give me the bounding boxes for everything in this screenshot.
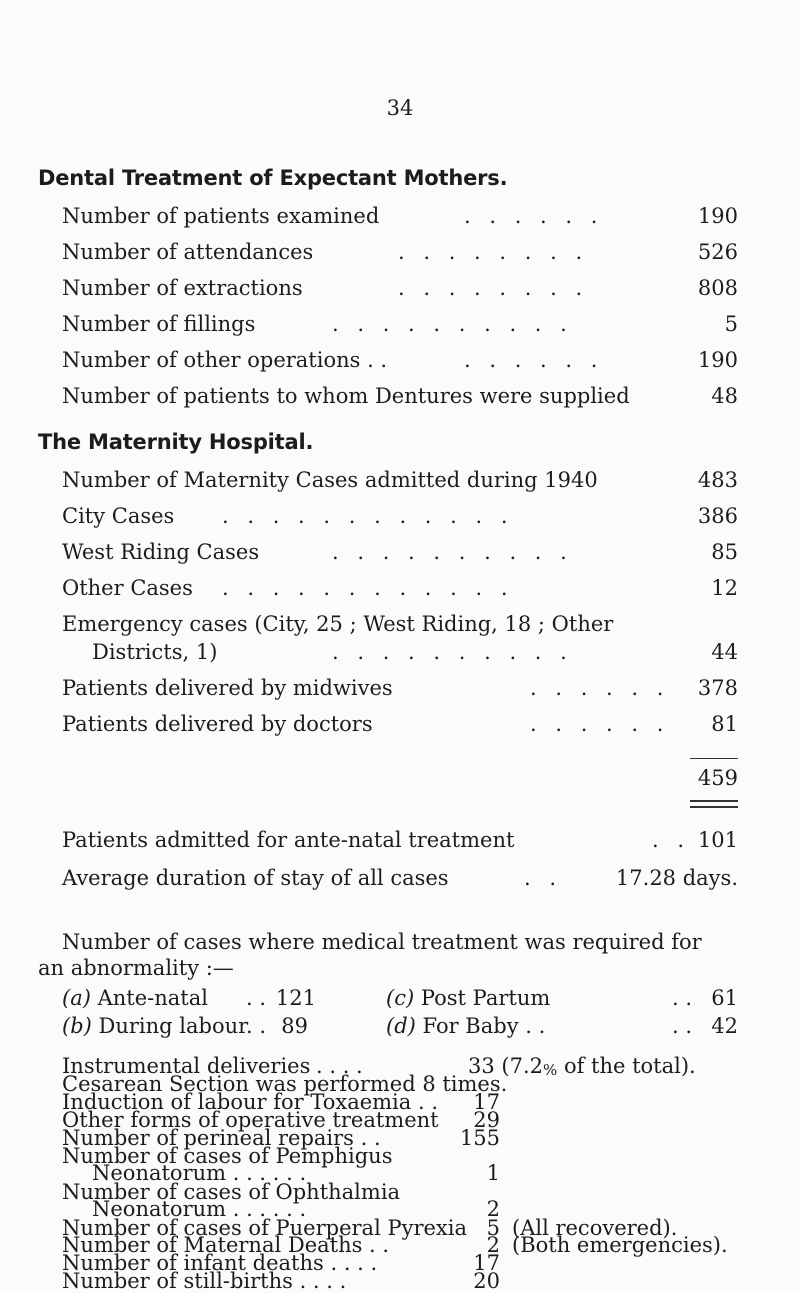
leader-dots: . . . . . . . . . . . .: [222, 504, 514, 528]
item-label: During labour: [98, 1014, 249, 1038]
leader-dots: . . . . . . . . . .: [332, 640, 573, 664]
row-label: Number of patients to whom Dentures were supplied: [62, 384, 630, 408]
abnormality-c: [386, 986, 550, 1010]
leader-dots: . .: [246, 986, 267, 1010]
row-value: 81: [711, 712, 738, 736]
row-label: Number of Maternity Cases admitted during 1940: [62, 468, 598, 492]
item-key: (d): [386, 1014, 416, 1038]
abnormality-a: [62, 986, 208, 1010]
leader-dots: . . . . . . . .: [398, 240, 589, 264]
row-value: 5: [724, 312, 738, 336]
pemphigus-value: 1: [486, 1161, 500, 1185]
delivered-total: 459: [697, 766, 738, 790]
percent-sign: %: [543, 1061, 558, 1079]
stats-row-label: Number of cases of Puerperal Pyrexia: [62, 1216, 467, 1240]
row-label: Number of other operations . .: [62, 348, 388, 372]
stats-row-value: 2: [486, 1233, 500, 1257]
row-label: Instrumental deliveries: [62, 1054, 311, 1078]
row-label: Districts, 1): [92, 640, 218, 664]
maternity-row-doctors: [62, 712, 738, 748]
pemphigus-line-1: Number of cases of Pemphigus: [62, 1144, 393, 1168]
dental-row-examined: [62, 204, 738, 240]
dental-row-extractions: [62, 276, 738, 312]
abnormality-a-value: 121: [275, 986, 316, 1010]
item-label: For Baby . .: [422, 1014, 546, 1038]
maternity-row-midwives: [62, 676, 738, 712]
row-label: Patients delivered by doctors: [62, 712, 373, 736]
stats-row-operative-value: 29: [473, 1108, 500, 1132]
dental-row-dentures: [62, 384, 738, 420]
stats-row-perineal: Number of perineal repairs . .: [62, 1126, 381, 1150]
stats-row-label: Number of still-births . . . .: [62, 1269, 347, 1293]
row-value: 526: [697, 240, 738, 264]
stats-row-label: Number of Maternal Deaths . .: [62, 1233, 390, 1257]
row-value: 12: [711, 576, 738, 600]
abnormality-b: [62, 1014, 248, 1038]
avg-stay-row: [62, 866, 738, 902]
maternity-row-admitted: [62, 468, 738, 504]
row-label: Number of attendances: [62, 240, 314, 264]
dental-row-other-operations: [62, 348, 738, 384]
ophthalmia-line-1: Number of cases of Ophthalmia: [62, 1180, 401, 1204]
row-value: 44: [711, 640, 738, 664]
stats-row-note: (All recovered).: [512, 1216, 678, 1240]
leader-dots: . . . . . . . . . . . .: [222, 576, 514, 600]
cesarean-line: Cesarean Section was performed 8 times.: [62, 1072, 508, 1096]
row-label: City Cases: [62, 504, 175, 528]
stats-row-value: 17: [473, 1251, 500, 1275]
item-label: Post Partum: [420, 986, 551, 1010]
abnormality-d-value: 42: [711, 1014, 738, 1038]
row-value: 48: [711, 384, 738, 408]
row-value: 378: [697, 676, 738, 700]
maternity-section-title: The Maternity Hospital.: [38, 430, 314, 454]
stats-row-label: Number of infant deaths . . . .: [62, 1251, 378, 1275]
abnormality-c-value: 61: [711, 986, 738, 1010]
leader-dots: . . . . . .: [530, 676, 670, 700]
stats-row-note: (Both emergencies).: [512, 1233, 728, 1257]
stats-row-value: 5: [486, 1216, 500, 1240]
stats-row-perineal-value: 155: [459, 1126, 500, 1150]
abnormality-intro-2: an abnormality :—: [38, 956, 234, 980]
maternity-row-city: [62, 504, 738, 540]
row-value: 808: [697, 276, 738, 300]
leader-dots: . . . . . . . .: [398, 276, 589, 300]
row-value: 17.28 days.: [615, 866, 738, 890]
stats-row-induction: Induction of labour for Toxaemia . .: [62, 1090, 438, 1114]
ophthalmia-value: 2: [486, 1197, 500, 1221]
row-value: 190: [697, 348, 738, 372]
dental-section-title: Dental Treatment of Expectant Mothers.: [38, 166, 508, 190]
leader-dots: . . . .: [316, 1054, 363, 1078]
row-label: Number of extractions: [62, 276, 303, 300]
abnormality-b-value: 89: [281, 1014, 308, 1038]
total-rule: [690, 758, 738, 759]
row-label: Patients delivered by midwives: [62, 676, 393, 700]
stats-row-operative: Other forms of operative treatment: [62, 1108, 439, 1132]
leader-dots: . . . . . .: [530, 712, 670, 736]
item-key: (a): [62, 986, 91, 1010]
leader-dots: . .: [524, 866, 563, 890]
dental-row-attendances: [62, 240, 738, 276]
row-value: 386: [697, 504, 738, 528]
maternity-row-emergency: [62, 640, 738, 676]
leader-dots: . . . . . .: [464, 348, 604, 372]
row-label: Other Cases: [62, 576, 193, 600]
stats-row-value: 20: [473, 1269, 500, 1293]
maternity-row-other: [62, 576, 738, 612]
pemphigus-line-2: Neonatorum . . . . . .: [92, 1161, 307, 1185]
stats-row-induction-value: 17: [473, 1090, 500, 1114]
item-key: (c): [386, 986, 415, 1010]
ophthalmia-line-2: Neonatorum . . . . . .: [92, 1197, 307, 1221]
dental-row-fillings: [62, 312, 738, 348]
leader-dots: . . . . . . . . . .: [332, 540, 573, 564]
leader-dots: . .: [652, 828, 691, 852]
row-label: Average duration of stay of all cases: [62, 866, 449, 890]
value-number: 33 (7.2: [468, 1054, 543, 1078]
abnormality-d: [386, 1014, 545, 1038]
abnormality-intro-1: Number of cases where medical treatment was required for: [62, 930, 702, 954]
leader-dots: . .: [672, 986, 693, 1010]
value-tail: of the total).: [557, 1054, 696, 1078]
emergency-line-1: Emergency cases (City, 25 ; West Riding, 18 ; Other: [62, 612, 614, 636]
row-value: 483: [697, 468, 738, 492]
row-label: Number of patients examined: [62, 204, 380, 228]
leader-dots: . .: [672, 1014, 693, 1038]
row-value: 190: [697, 204, 738, 228]
leader-dots: . . . . . .: [464, 204, 604, 228]
row-value: 101: [697, 828, 738, 852]
row-label: Number of fillings: [62, 312, 256, 336]
leader-dots: . .: [246, 1014, 267, 1038]
row-value: 85: [711, 540, 738, 564]
leader-dots: . . . . . . . . . .: [332, 312, 573, 336]
item-key: (b): [62, 1014, 92, 1038]
page-number: 34: [386, 96, 414, 120]
item-label: Ante-natal: [97, 986, 208, 1010]
row-label: Patients admitted for ante-natal treatment: [62, 828, 515, 852]
antenatal-row: [62, 828, 738, 864]
maternity-row-west-riding: [62, 540, 738, 576]
total-double-rule: [690, 800, 738, 808]
row-label: West Riding Cases: [62, 540, 260, 564]
